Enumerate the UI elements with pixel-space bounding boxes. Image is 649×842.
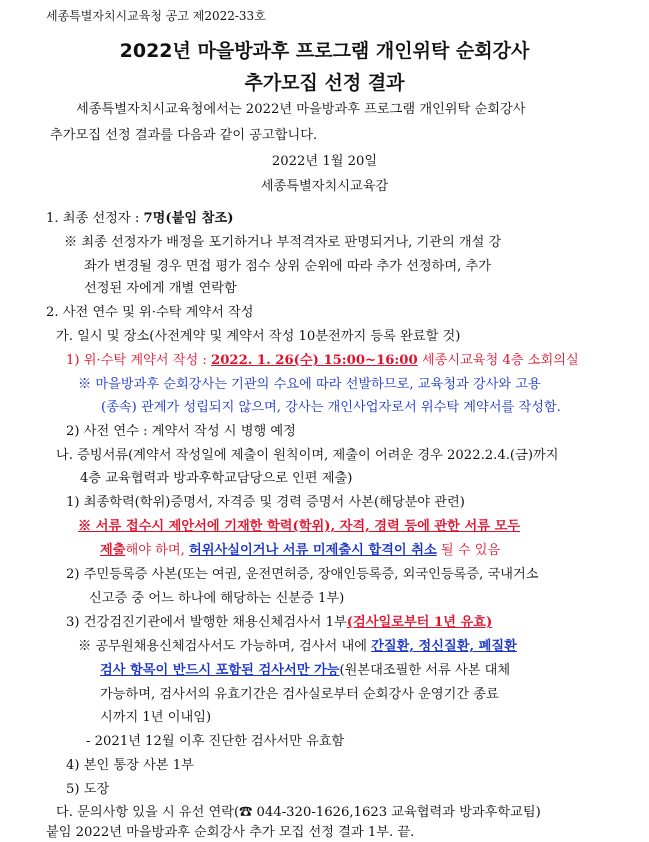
- health-note-line-4: 시까지 1년 이내임): [100, 710, 212, 725]
- health-diseases: 간질환, 정신질환, 폐질환: [371, 639, 517, 654]
- health-note-line-5: - 2021년 12월 이후 진단한 검사서만 유효함: [86, 734, 345, 749]
- attachment: 붙임 2022년 마을방과후 순회강사 추가 모집 선정 결과 1부. 끝.: [46, 825, 415, 840]
- doc-item-3-text: 3) 건강검진기관에서 발행한 채용신체검사서 1부: [66, 615, 347, 630]
- employment-note-line-2: (종속) 관계가 성립되지 않으며, 강사는 개인사업자로서 위수탁 계약서를 작성함.: [101, 400, 561, 415]
- section-1-heading: [46, 210, 233, 228]
- contract-place: 세종시교육청 4층 소회의실: [417, 353, 579, 368]
- contract-label: 1) 위·수탁 계약서 작성 :: [66, 353, 212, 368]
- issuer: 세종특별자치시교육감: [260, 179, 389, 194]
- doc-item-3: [66, 614, 492, 632]
- warning-mid: 해야 하며,: [125, 543, 190, 558]
- subsection-na-line-2: 4층 교육협력과 방과후학교담당으로 인편 제출): [80, 471, 353, 486]
- doc-item-2-line-1: 2) 주민등록증 사본(또는 여권, 운전면허증, 장애인등록증, 외국인등록증, 국내거소: [66, 567, 539, 582]
- subsection-na-line-1: 나. 증빙서류(계약서 작성일에 제출이 원칙이며, 제출이 어려운 경우 2022.2.4.(금)까지: [56, 448, 559, 463]
- subsection-ga: 가. 일시 및 장소(사전계약 및 계약서 작성 10분전까지 등록 완료할 것): [56, 329, 461, 344]
- warning-line-1: ※ 서류 접수시 제안서에 기재한 학력(학위), 자격, 경력 등에 관한 서류 모두: [78, 519, 521, 534]
- doc-item-3-validity: (검사일로부터 1년 유효): [346, 615, 493, 630]
- employment-note-line-1: [78, 376, 541, 394]
- subsection-da: 다. 문의사항 있을 시 유선 연락(☎ 044-320-1626,1623 교육협력과 방과후학교팀): [56, 805, 541, 820]
- health-copy: (원본대조필한 서류 사본 대체: [339, 663, 511, 678]
- health-note-line-1: [78, 638, 517, 656]
- doc-item-4: 4) 본인 통장 사본 1부: [66, 758, 194, 773]
- section-1-note-line-3: 선정된 자에게 개별 연락함: [84, 281, 237, 296]
- warning-line-2: [100, 542, 500, 560]
- section-1-label: 1. 최종 선정자 :: [46, 211, 144, 226]
- intro-line-1: 세종특별자치시교육청에서는 2022년 마을방과후 프로그램 개인위탁 순회강사: [76, 102, 526, 117]
- intro-line-2: 추가모집 선정 결과를 다음과 같이 공고합니다.: [50, 128, 318, 143]
- selected-count: 7명(붙임 참조): [143, 211, 234, 226]
- title-line-2: 추가모집 선정 결과: [244, 72, 405, 94]
- notice-number: 세종특별자치시교육청 공고 제2022-33호: [46, 9, 266, 23]
- section-1-note-line-1: ※ 최종 선정자가 배정을 포기하거나 부적격자로 판명되거나, 기관의 개설 강: [64, 235, 502, 250]
- health-required: 검사 항목이 반드시 포함된 검사서만 가능: [100, 663, 340, 678]
- title-line-1: 2022년 마을방과후 프로그램 개인위탁 순회강사: [119, 40, 530, 62]
- warning-cancel: 허위사실이거나 서류 미제출시 합격이 취소: [189, 543, 437, 558]
- contract-datetime: 2022. 1. 26(수) 15:00~16:00: [211, 353, 418, 368]
- pre-training: 2) 사전 연수 : 계약서 작성 시 병행 예정: [66, 424, 296, 439]
- warning-end: 될 수 있음: [436, 543, 501, 558]
- contract-schedule: [66, 352, 579, 370]
- section-1-note-line-2: 좌가 변경될 경우 면접 평가 점수 상위 순위에 따라 추가 선정하며, 추가: [84, 259, 491, 274]
- employment-note-rest: 기관의 수요에 따라 선발하므로, 교육청과 강사와 고용: [231, 377, 541, 392]
- health-note-lead: ※ 공무원채용신체검사서도 가능하며, 검사서 내에: [78, 639, 372, 654]
- section-2-heading: 2. 사전 연수 및 위·수탁 계약서 작성: [46, 305, 254, 320]
- warning-submit: 제출: [100, 543, 126, 558]
- employment-note-lead: ※ 마을방과후 순회강사는: [78, 377, 232, 392]
- health-note-line-2: [100, 662, 510, 680]
- doc-item-1: 1) 최종학력(학위)증명서, 자격증 및 경력 증명서 사본(해당분야 관련): [66, 495, 465, 510]
- health-note-line-3: 가능하며, 검사서의 유효기간은 검사실로부터 순회강사 운영기간 종료: [100, 687, 499, 702]
- notice-date: 2022년 1월 20일: [271, 154, 378, 169]
- doc-item-2-line-2: 신고증 중 어느 하나에 해당하는 신분증 1부): [89, 591, 345, 606]
- doc-item-5: 5) 도장: [66, 782, 110, 797]
